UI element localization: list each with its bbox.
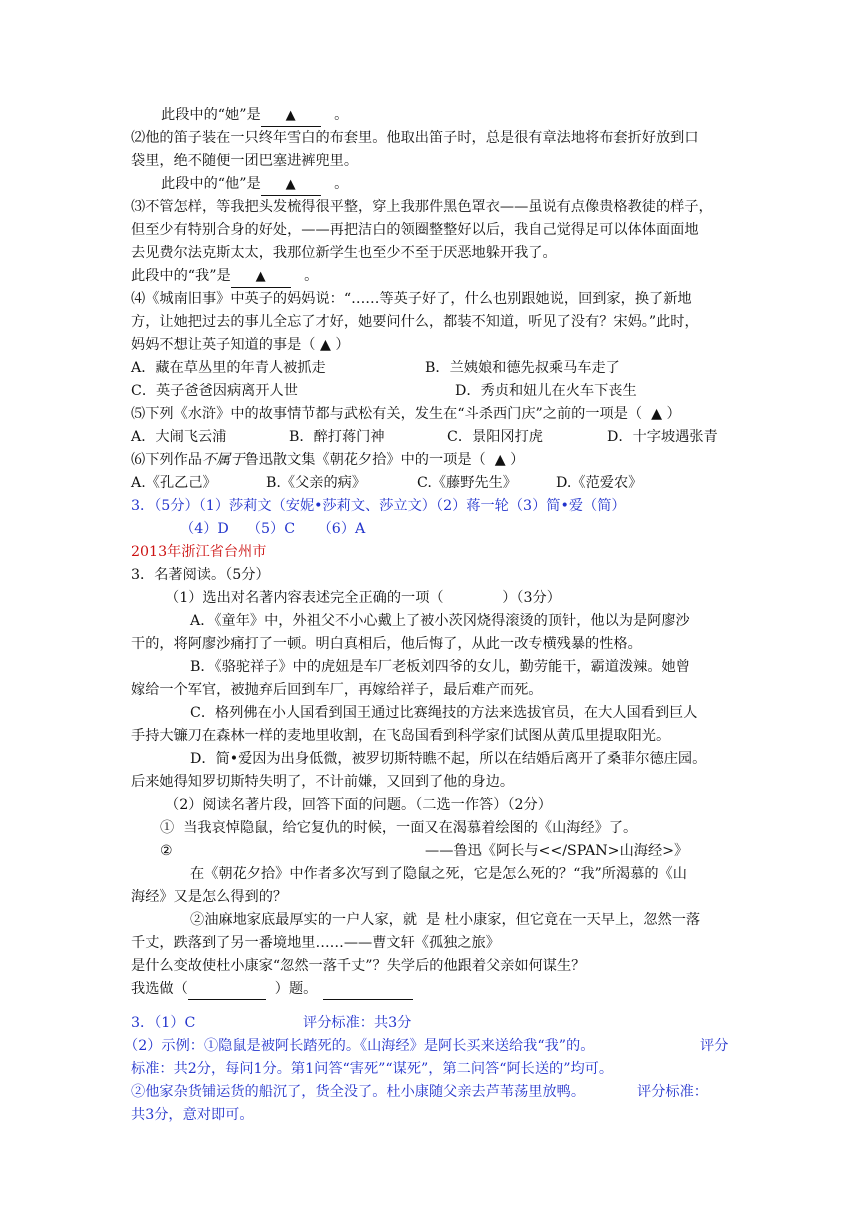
q4-option-d: D．秀贞和妞儿在火车下丧生 [455, 383, 637, 399]
q2-ask-end: 。 [334, 176, 349, 192]
triangle-marker: ▲ [285, 108, 296, 123]
choose-blank[interactable] [188, 979, 266, 1000]
answer-blank [261, 174, 321, 196]
q6-option-a: A.《孔乙己》 [131, 475, 217, 491]
q1-ask-text: 此段中的“她”是 [161, 107, 261, 123]
part1-option-c-2: 手持大镰刀在森林一样的麦地里收割，在飞岛国看到科学家们试图从黄瓜里提取阳光。 [131, 728, 671, 744]
q4-line-3: 妈妈不想让英子知道的事是（ ▲ ） [131, 337, 350, 353]
q6-line-1 [131, 450, 524, 470]
answer-2-line-1: （2）示例：①隐鼠是被阿长踏死的。《山海经》是阿长买来送给我“我”的。 [124, 1038, 595, 1054]
part1-option-c-1: C．格列佛在小人国看到国王通过比赛绳技的方法来选拔官员，在大人国看到巨人 [190, 705, 698, 721]
part1-option-a-2: 干的，将阿廖沙痛打了一顿。明白真相后，他后悔了，从此一改专横残暴的性格。 [131, 636, 642, 652]
part1-option-b-1: B．《骆驼祥子》中的虎妞是车厂老板刘四爷的女儿，勤劳能干，霸道泼辣。她曾 [190, 659, 690, 675]
answer-2-line-1-tail: 评分 [700, 1038, 729, 1054]
q2-ask-line [161, 174, 348, 196]
q5-option-a: A．大闹飞云浦 [131, 429, 227, 445]
q3-ask-line [131, 266, 318, 288]
answer-2-line-3: ②他家杂货铺运货的船沉了，货全没了。杜小康随父亲去芦苇荡里放鸭。 [131, 1084, 586, 1100]
q4-option-b: B．兰姨娘和德先叔乘马车走了 [425, 360, 620, 376]
answer-1-label: 3．（1）C [131, 1015, 196, 1031]
q6-stem-post: 鲁迅散文集《朝花夕拾》中的一项是（ ▲ ） [244, 452, 525, 468]
part2-para2-line-2: 千丈，跌落到了另一番境地里……——曹文轩《孤独之旅》 [131, 935, 500, 951]
part2-ask2: 是什么变故使杜小康家“忽然一落千丈”？失学后的他跟着父亲如何谋生？ [131, 958, 586, 974]
q2-ask-text: 此段中的“他”是 [161, 176, 261, 192]
part1-option-d-2: 后来她得知罗切斯特失明了，不计前嫌，又回到了他的身边。 [131, 774, 515, 790]
part2-item-2-number: ② [160, 843, 173, 859]
part2-ask1-line-1: 在《朝花夕拾》中作者多次写到了隐鼠之死，它是怎么死的？“我”所渴慕的《山 [190, 866, 687, 882]
answer-2-line-4: 共3分，意对即可。 [131, 1107, 254, 1123]
answer-blank [261, 105, 321, 127]
q4-line-1: ⑷《城南旧事》中英子的妈妈说：“……等英子好了，什么也别跟她说，回到家，换了新地 [131, 291, 692, 307]
prev-answer-line-1: 3．（5分）（1）莎莉文（安妮•莎莉文、莎立文）（2）蒋一轮（3）简•爱（简） [131, 498, 626, 514]
answer-1-score: 评分标准：共3分 [303, 1015, 412, 1031]
answer-2-line-3-tail: 评分标准： [637, 1084, 708, 1100]
q6-option-b: B.《父亲的病》 [266, 475, 367, 491]
part1-option-b-2: 嫁给一个军官，被抛弃后回到车厂，再嫁给祥子，最后难产而死。 [131, 682, 543, 698]
q4-option-a: A．藏在草丛里的年青人被抓走 [131, 360, 326, 376]
part2-item-1: ① 当我哀悼隐鼠，给它复仇的时候，一面又在渴慕着绘图的《山海经》了。 [160, 820, 638, 836]
q1-ask-end: 。 [334, 107, 349, 123]
section-title: 2013年浙江省台州市 [131, 544, 267, 560]
choose-line [131, 979, 413, 1000]
answer-blank [231, 266, 291, 288]
q4-option-c: C．英子爸爸因病离开人世 [131, 383, 298, 399]
q5-option-b: B．醉打蒋门神 [289, 429, 385, 445]
choose-suffix: ）题。 [274, 981, 318, 997]
part1-option-d-1: D．简•爱因为出身低微，被罗切斯特瞧不起，所以在结婚后离开了桑菲尔德庄园。 [190, 751, 707, 767]
prev-answer-line-2: （4）D （5）C （6）A [180, 521, 366, 537]
part1-option-a-1: A．《童年》中，外祖父不小心戴上了被小茨冈烧得滚烫的顶针，他以为是阿廖沙 [190, 613, 690, 629]
q6-stem-pre: ⑹下列作品 [131, 452, 202, 468]
part2-item-2-source: ——鲁迅《阿长与<</SPAN>山海经>》 [425, 843, 689, 859]
part2-ask1-line-2: 海经》又是怎么得到的？ [131, 889, 288, 905]
q4-line-2: 方，让她把过去的事儿全忘了才好，她要问什么，都装不知道，听见了没有？宋妈。”此时， [131, 314, 699, 330]
q5-option-d: D．十字坡遇张青 [607, 429, 718, 445]
q2-line-2: 袋里，绝不随便一团巴塞进裤兜里。 [131, 153, 359, 169]
q2-line-1: ⑵他的笛子装在一只终年雪白的布套里。他取出笛子时，总是很有章法地将布套折好放到口 [131, 130, 699, 146]
q5-option-c: C．景阳冈打虎 [447, 429, 543, 445]
q3-ask-end: 。 [304, 268, 319, 284]
q6-option-d: D.《范爱农》 [556, 475, 643, 491]
answer-2-line-2: 标准：共2分，每问1分。第1问答“害死”“谋死”，第二问答“阿长送的”均可。 [131, 1061, 614, 1077]
triangle-marker: ▲ [285, 177, 296, 192]
q5-line-1: ⑸下列《水浒》中的故事情节都与武松有关，发生在“斗杀西门庆”之前的一项是（ ▲ ） [131, 406, 681, 422]
part2-para2-line-1: ②油麻地家底最厚实的一户人家，就 是 杜小康家，但它竟在一天早上，忽然一落 [190, 912, 701, 928]
triangle-marker: ▲ [255, 269, 266, 284]
choose-prefix: 我选做（ [131, 981, 188, 997]
part2-stem: （2）阅读名著片段，回答下面的问题。（二选一作答）（2分） [165, 797, 552, 813]
q3-line-3: 去见费尔法克斯太太，我那位新学生也至少不至于厌恶地躲开我了。 [131, 245, 557, 261]
answer-line-blank[interactable] [323, 979, 413, 1000]
q3-line-1: ⑶不管怎样，等我把头发梳得很平整，穿上我那件黑色罩衣——虽说有点像贵格教徒的样子， [131, 199, 713, 215]
part1-stem: （1）选出对名著内容表述完全正确的一项（ ）（3分） [165, 590, 561, 606]
q3-line-2: 但至少有特别合身的好处，——再把洁白的领圈整整好以后，我自己觉得足可以体体面面地 [131, 222, 699, 238]
q1-ask-line [161, 105, 348, 127]
q3-ask-text: 此段中的“我”是 [131, 268, 231, 284]
q6-option-c: C.《藤野先生》 [417, 475, 517, 491]
question-heading: 3．名著阅读。（5分） [131, 567, 270, 583]
q6-stem-emphasis: 不属于 [201, 452, 245, 468]
